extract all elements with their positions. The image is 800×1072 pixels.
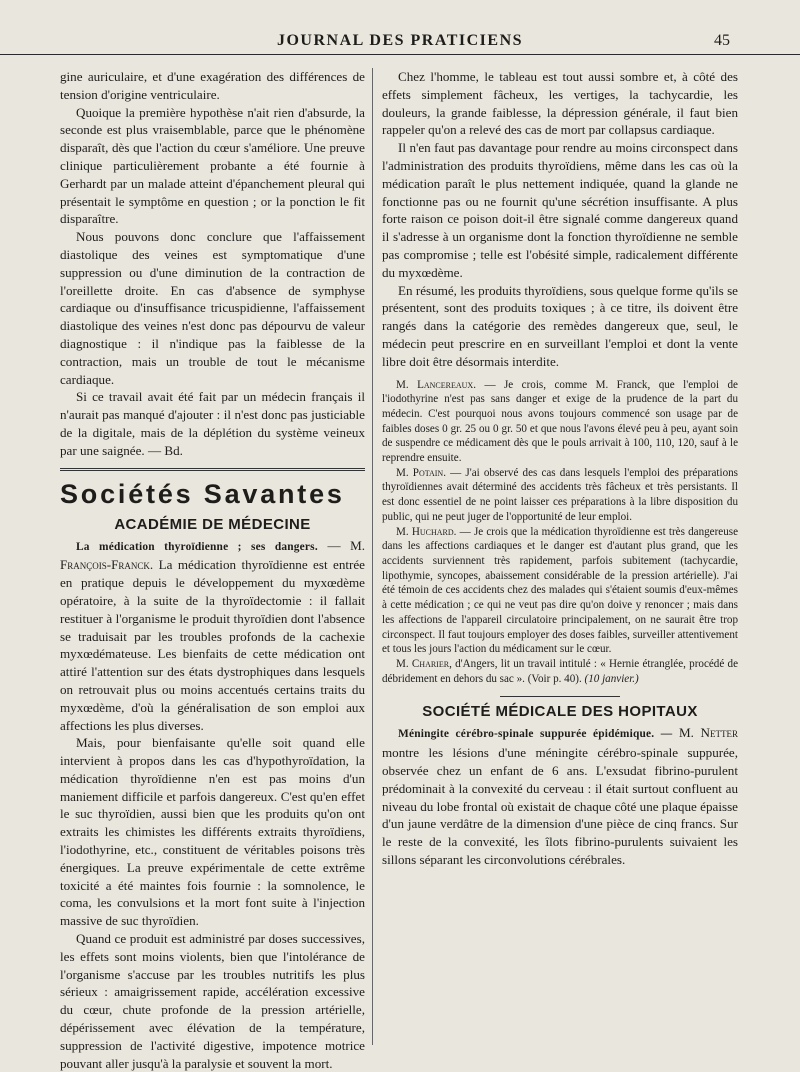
discussion: [382, 378, 738, 687]
academy-heading: ACADÉMIE DE MÉDECINE: [114, 515, 311, 533]
article-author: — M. François-Franck.: [60, 537, 365, 573]
speaker-name: M. Lancereaux.: [396, 378, 476, 391]
paragraph-text: La médication thyroïdienne est entrée en pratique depuis le développement du myxœdème opératoire, à la suite de la thyroïdectomie : il fallait restituer à l'organisme le produit thyroïdien dont l'absence se traduisait par les troubles profonds de la cachexie myxœdémateuse. Les bienfaits de cette médication ont attiré l'attention sur des états dystrophiques dans lesquels on retrouvait plus ou moins accentués certains traits du myxœdème, d'où la généralisation de son emploi aux affections les plus diverses.: [60, 557, 365, 733]
left-column: [60, 68, 365, 1071]
speaker-name: M. Huchard.: [396, 525, 457, 538]
article-lead: Méningite cérébro-spinale suppurée épidémique. —: [398, 728, 673, 741]
journal-title: JOURNAL DES PRATICIENS: [276, 32, 524, 49]
paragraph-text: montre les lésions d'une méningite cérébro-spinale suppurée, observée chez un enfant de 6 ans. L'exsudat fibrino-purulent prédominait à la convexité du cerveau : il était surtout confluent au niveau du lobe frontal où existait de chaque côté une plaque épaisse d'un jaune verdâtre de la dimension d'une pièce de cinq francs. Sur le reste de la convexité, les îlots fibrino-purulents suivaient les sillons séparant les circonvolutions cérébrales.: [382, 745, 738, 867]
hospitals-heading: SOCIÉTÉ MÉDICALE DES HOPITAUX: [422, 703, 698, 721]
article-lead: La médication thyroïdienne ; ses dangers.: [76, 540, 318, 553]
paragraph: Nous pouvons donc conclure que l'affaissement diastolique des veines est symptomatique d'une suppression ou d'une diminution de la contraction de l'oreillette droite. En cas d'absence de symphyse cardiaque ou d'insuffisance tricuspidienne, l'affaissement diastolique des veines n'est donc pas dépourvu de valeur diagnostique : il n'indique pas la faiblesse de la contraction, mais un trouble de tout le mécanisme cardiaque.: [60, 229, 365, 387]
discussion-text: — Je crois que la médication thyroïdienne est très dangereuse dans les affections cardiaques et le danger est d'autant plus grand, que les accidents surviennent très rapidement, parfois subitement (tachycardie, lipothymie, syncopes, abaissement considérable de la pression artérielle). J'ai été témoin de ces accidents chez des malades qui s'étaient soumis d'eux-mêmes à cette médication ; ce qui ne veut pas dire qu'on doive y renoncer ; mais dans les affections de l'appareil circulatoire principalement, on ne saurait être trop circonspect. Il faut toujours employer des doses faibles, surveiller attentivement et tous les jours l'action du médicament sur le cœur.: [382, 525, 739, 656]
hospitals-report: [382, 724, 738, 868]
section-rule: [60, 468, 365, 471]
paragraph: Si ce travail avait été fait par un médecin français il n'aurait pas manqué d'ajouter : il n'est donc pas justiciable de la digitale, mais de la déplétion du système veineux par une saignée. — Bd.: [60, 389, 365, 458]
paragraph: gine auriculaire, et d'une exagération des différences de tension d'origine ventriculaire.: [60, 69, 365, 102]
paragraph: Mais, pour bienfaisante qu'elle soit quand elle intervient à propos dans les cas d'hypothyroïdation, la médication thyroïdienne n'en est pas moins d'un maniement difficile et parfois dangereux. C'est qu'en effet le suc thyroïdien, aussi bien que les produits qu'on ont extraits les chimistes les différents extraits thyroïdiens, l'iodothyrine, etc., constituent de véritables poisons très énergiques. La preuve expérimentale de cette extrême toxicité a été maintes fois fournie : la somnolence, le coma, les convulsions et la mort font suite à l'injection massive de suc thyroïdien.: [60, 735, 365, 929]
paragraph: Il n'en faut pas davantage pour rendre au moins circonspect dans l'administration des produits thyroïdiens, même dans les cas où la médication paraît le plus nettement indiquée, quand la glande ne fonctionne pas ou ne fournit qu'une sécrétion insuffisante. A plus forte raison ce poison doit-il être signalé comme dangereux quand il s'adresse à un organisme dont la fonction thyroïdienne ne semble pas compromise ; telle est l'obésité simple, radicalement différente du myxœdème.: [382, 140, 738, 280]
academy-intro: [60, 537, 365, 735]
paragraph: Quand ce produit est administré par doses successives, les effets sont moins violents, bien que l'intolérance de l'organisme s'accuse par les troubles nutritifs les plus sérieux : amaigrissement rapide, accélération excessive du cœur, chute profonde de la pression artérielle, dépérissement avec élévation de la température, suppression de l'activité digestive, impotence motrice pouvant aller jusqu'à la paralysie et souvent la mort.: [60, 931, 365, 1071]
speaker-name: M. Potain.: [396, 466, 446, 479]
speaker-name: M. Charier,: [396, 657, 452, 670]
article-author: M. Netter: [679, 725, 738, 741]
paragraph: Chez l'homme, le tableau est tout aussi sombre et, à côté des effets simplement fâcheux, les vertiges, la tachycardie, les douleurs, la grande faiblesse, la dépression générale, il faut bien rappeler qu'on a relevé des cas de mort par collapsus cardiaque.: [382, 69, 738, 138]
paragraph: Quoique la première hypothèse n'ait rien d'absurde, la seconde est plus vraisemblable, parce que le phénomène disparaît, dès que l'action du cœur s'améliore. Une preuve clinique particulièrement probante a été fournie à Gerhardt par un malade atteint d'épanchement pleural qui présentait le symptôme en question ; or la ponction le fit disparaître.: [60, 104, 365, 227]
discussion-item: [382, 525, 738, 657]
section-title: Sociétés Savantes: [60, 478, 345, 509]
page-number: 45: [714, 32, 730, 49]
discussion-item: [382, 466, 738, 525]
running-head: [0, 30, 800, 55]
right-column: [382, 68, 738, 1049]
section-rule: [500, 696, 620, 697]
discussion-text: — Je crois, comme M. Franck, que l'emploi de l'iodothyrine n'est pas sans danger et exige de la prudence de la part du médecin. C'est pourquoi nous avons toujours commencé son usage par de faibles doses 0 gr. 25 ou 0 gr. 50 et que nous l'avons élevé peu à peu, ayant soin de suspendre ce médicament dès que le pouls arrivait à 100, 110, 120, sauf à le reprendre ensuite.: [382, 378, 738, 465]
discussion-item: [382, 657, 738, 686]
discussion-item: [382, 378, 738, 466]
paragraph: En résumé, les produits thyroïdiens, sous quelque forme qu'ils se présentent, sont des produits toxiques ; à ce titre, ils doivent être rangés dans la catégorie des remèdes dangereux que, seul, le médecin peut prescrire en en surveillant l'emploi et dont la vente libre doit être désormais interdite.: [382, 282, 738, 369]
session-date: (10 janvier.): [584, 672, 639, 685]
column-divider: [372, 68, 373, 1045]
discussion-text: — J'ai observé des cas dans lesquels l'emploi des préparations thyroïdiennes avait déterminé des accidents très fâcheux et très persistants. Il est donc essentiel de ne point laisser ces préparations à la libre disposition du public, qui ne peut juger de l'opportunité de leur emploi.: [382, 466, 738, 523]
discussion-text: d'Angers, lit un travail intitulé : « Hernie étranglée, procédé de débridement en dehors du sac ». (Voir p. 40).: [382, 657, 738, 685]
